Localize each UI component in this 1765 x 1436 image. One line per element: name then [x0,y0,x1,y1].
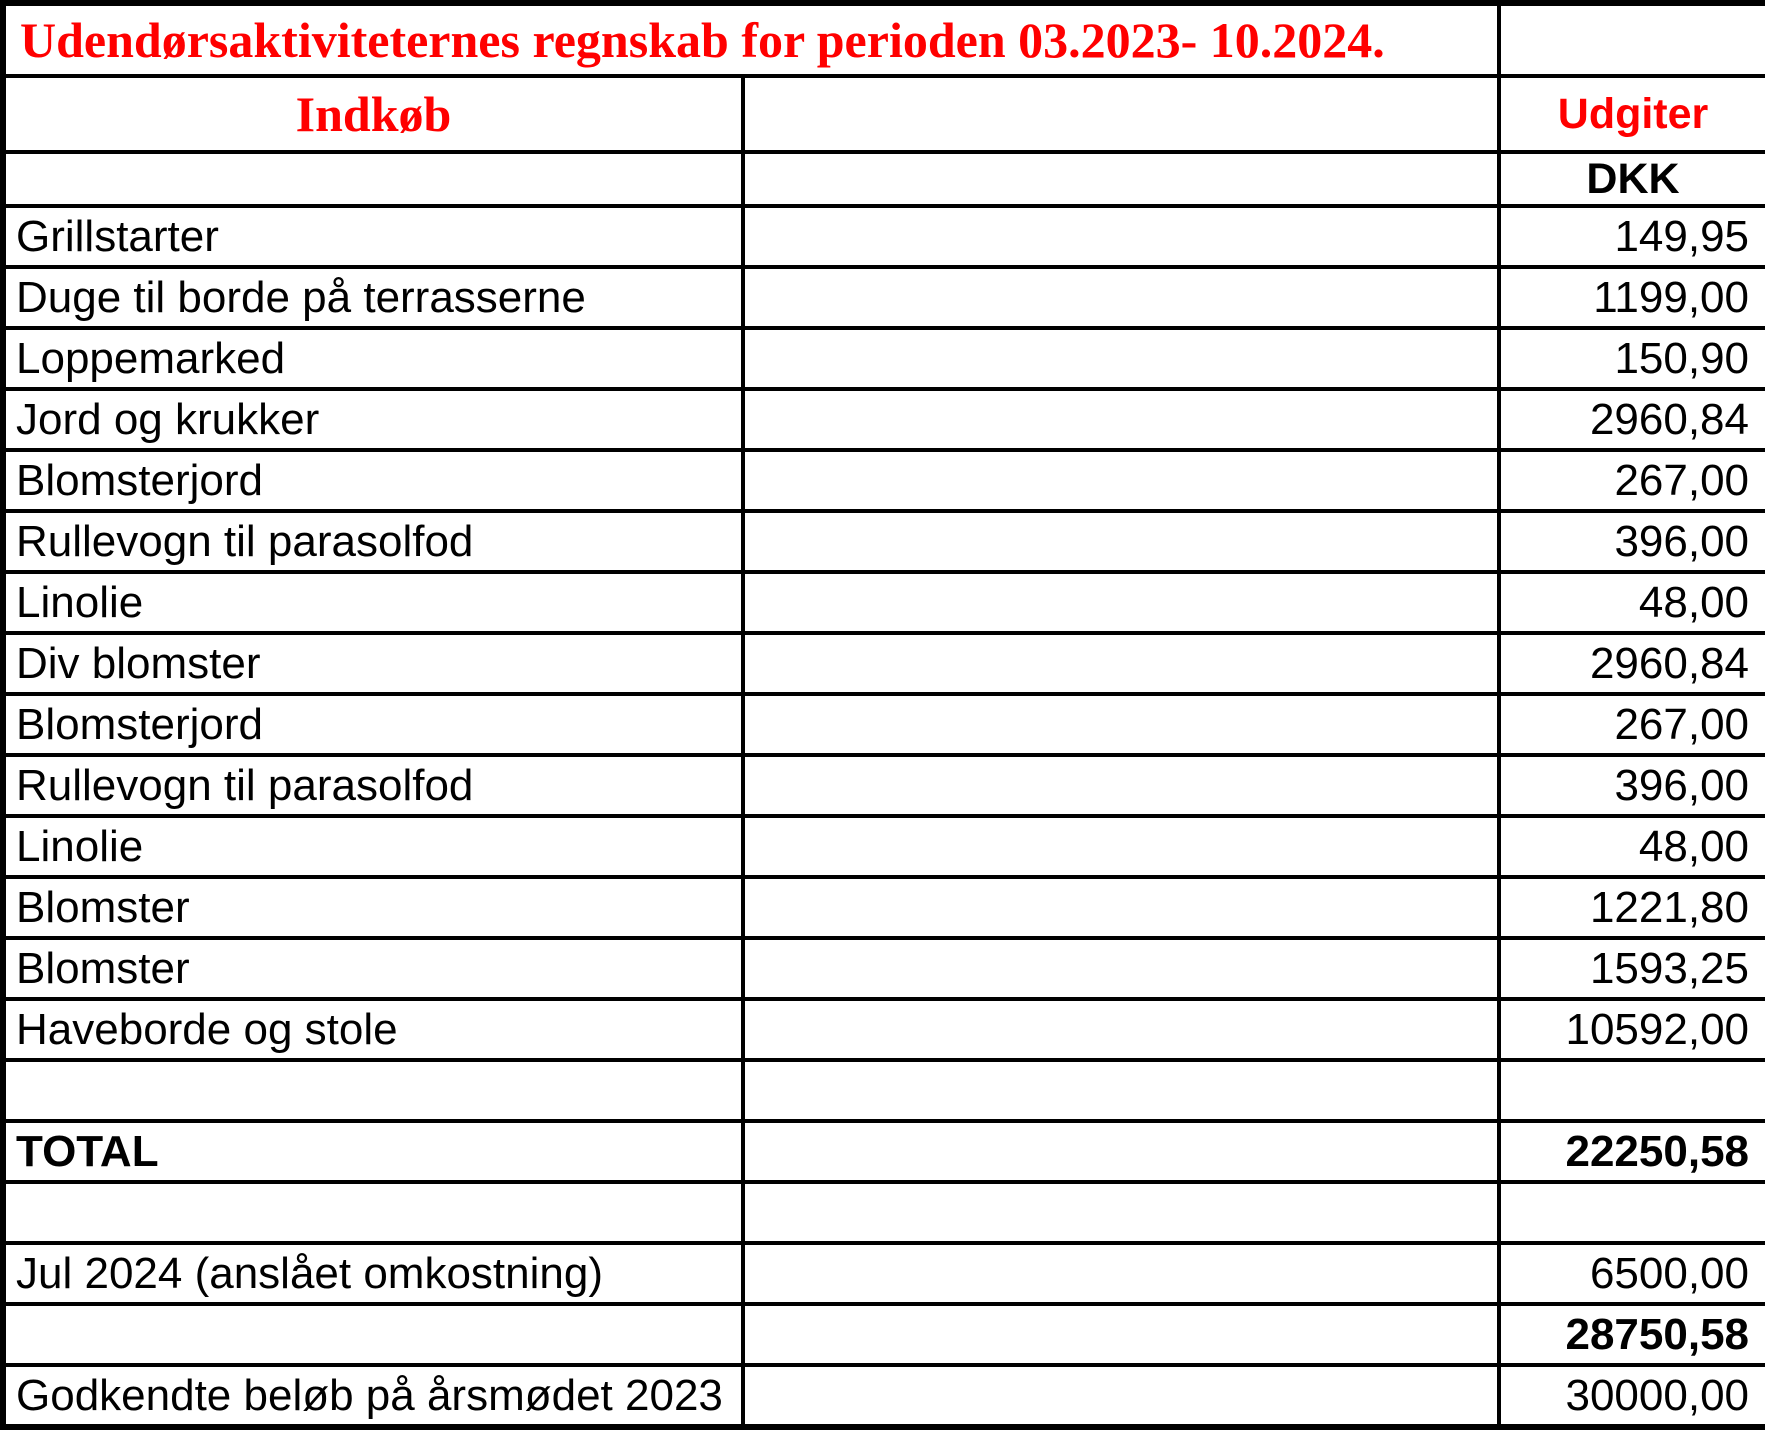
title-row [3,3,1765,76]
empty-middle-cell [743,1243,1499,1304]
table-row [3,511,1765,572]
empty-cell [3,152,743,206]
item-label-cell: Blomster [3,877,743,938]
empty-middle-cell [743,999,1499,1060]
item-label-cell: Haveborde og stole [3,999,743,1060]
item-label-cell: Linolie [3,816,743,877]
item-label-cell: Loppemarked [3,328,743,389]
item-label-cell: Blomster [3,938,743,999]
empty-middle-cell [743,511,1499,572]
amount-cell: 267,00 [1499,694,1765,755]
empty-middle-cell [743,877,1499,938]
item-label-cell: Blomsterjord [3,450,743,511]
empty-middle-cell [743,1182,1499,1243]
table-row [3,450,1765,511]
table-row [3,1060,1765,1121]
currency-label: DKK [1499,152,1765,206]
empty-middle-cell [743,572,1499,633]
item-label-cell: Rullevogn til parasolfod [3,511,743,572]
empty-middle-cell [743,633,1499,694]
item-label-cell [3,1060,743,1121]
item-label-cell: Linolie [3,572,743,633]
amount-cell: 1199,00 [1499,267,1765,328]
table-row [3,755,1765,816]
table-row [3,389,1765,450]
item-label-cell: Rullevogn til parasolfod [3,755,743,816]
title-row-empty-cell [1499,3,1765,76]
amount-cell: 267,00 [1499,450,1765,511]
total-row [3,1121,1765,1182]
purchases-column-header: Indkøb [3,76,743,152]
table-row [3,1304,1765,1365]
table-row [3,938,1765,999]
item-label-cell: TOTAL [3,1121,743,1182]
item-label-cell: Blomsterjord [3,694,743,755]
empty-middle-cell [743,450,1499,511]
amount-cell: 396,00 [1499,755,1765,816]
amount-cell: 2960,84 [1499,389,1765,450]
item-label-cell: Grillstarter [3,206,743,267]
item-label-cell [3,1304,743,1365]
amount-cell: 1221,80 [1499,877,1765,938]
amount-cell: 149,95 [1499,206,1765,267]
item-label-cell: Jul 2024 (anslået omkostning) [3,1243,743,1304]
table-row [3,633,1765,694]
empty-middle-cell [743,938,1499,999]
empty-middle-cell [743,1060,1499,1121]
column-header-row [3,76,1765,152]
item-label-cell: Duge til borde på terrasserne [3,267,743,328]
table-row [3,999,1765,1060]
empty-middle-cell [743,1304,1499,1365]
amount-cell: 1593,25 [1499,938,1765,999]
amount-cell: 28750,58 [1499,1304,1765,1365]
expenses-column-header: Udgiter [1499,76,1765,152]
empty-middle-cell [743,206,1499,267]
table-row [3,1365,1765,1427]
item-label-cell [3,1182,743,1243]
table-row [3,572,1765,633]
amount-cell: 48,00 [1499,816,1765,877]
empty-middle-cell [743,389,1499,450]
empty-middle-cell [743,755,1499,816]
table-row [3,694,1765,755]
empty-middle-cell [743,1121,1499,1182]
empty-middle-cell [743,267,1499,328]
amount-cell: 48,00 [1499,572,1765,633]
amount-cell [1499,1060,1765,1121]
currency-row [3,152,1765,206]
amount-cell: 6500,00 [1499,1243,1765,1304]
report-title: Udendørsaktiviteternes regnskab for perioden 03.2023- 10.2024. [3,3,1499,76]
table-row [3,328,1765,389]
amount-cell: 396,00 [1499,511,1765,572]
amount-cell: 150,90 [1499,328,1765,389]
empty-middle-cell [743,1365,1499,1427]
table-row [3,1182,1765,1243]
empty-middle-cell [743,694,1499,755]
table-row [3,267,1765,328]
empty-middle-cell [743,816,1499,877]
amount-cell: 10592,00 [1499,999,1765,1060]
table-row [3,877,1765,938]
item-label-cell: Jord og krukker [3,389,743,450]
table-row [3,816,1765,877]
empty-middle-cell [743,152,1499,206]
item-label-cell: Div blomster [3,633,743,694]
empty-middle-cell [743,76,1499,152]
table-body [3,206,1765,1427]
amount-cell [1499,1182,1765,1243]
table-row [3,1243,1765,1304]
amount-cell: 2960,84 [1499,633,1765,694]
table-row [3,206,1765,267]
item-label-cell: Godkendte beløb på årsmødet 2023 [3,1365,743,1427]
amount-cell: 30000,00 [1499,1365,1765,1427]
amount-cell: 22250,58 [1499,1121,1765,1182]
empty-middle-cell [743,328,1499,389]
